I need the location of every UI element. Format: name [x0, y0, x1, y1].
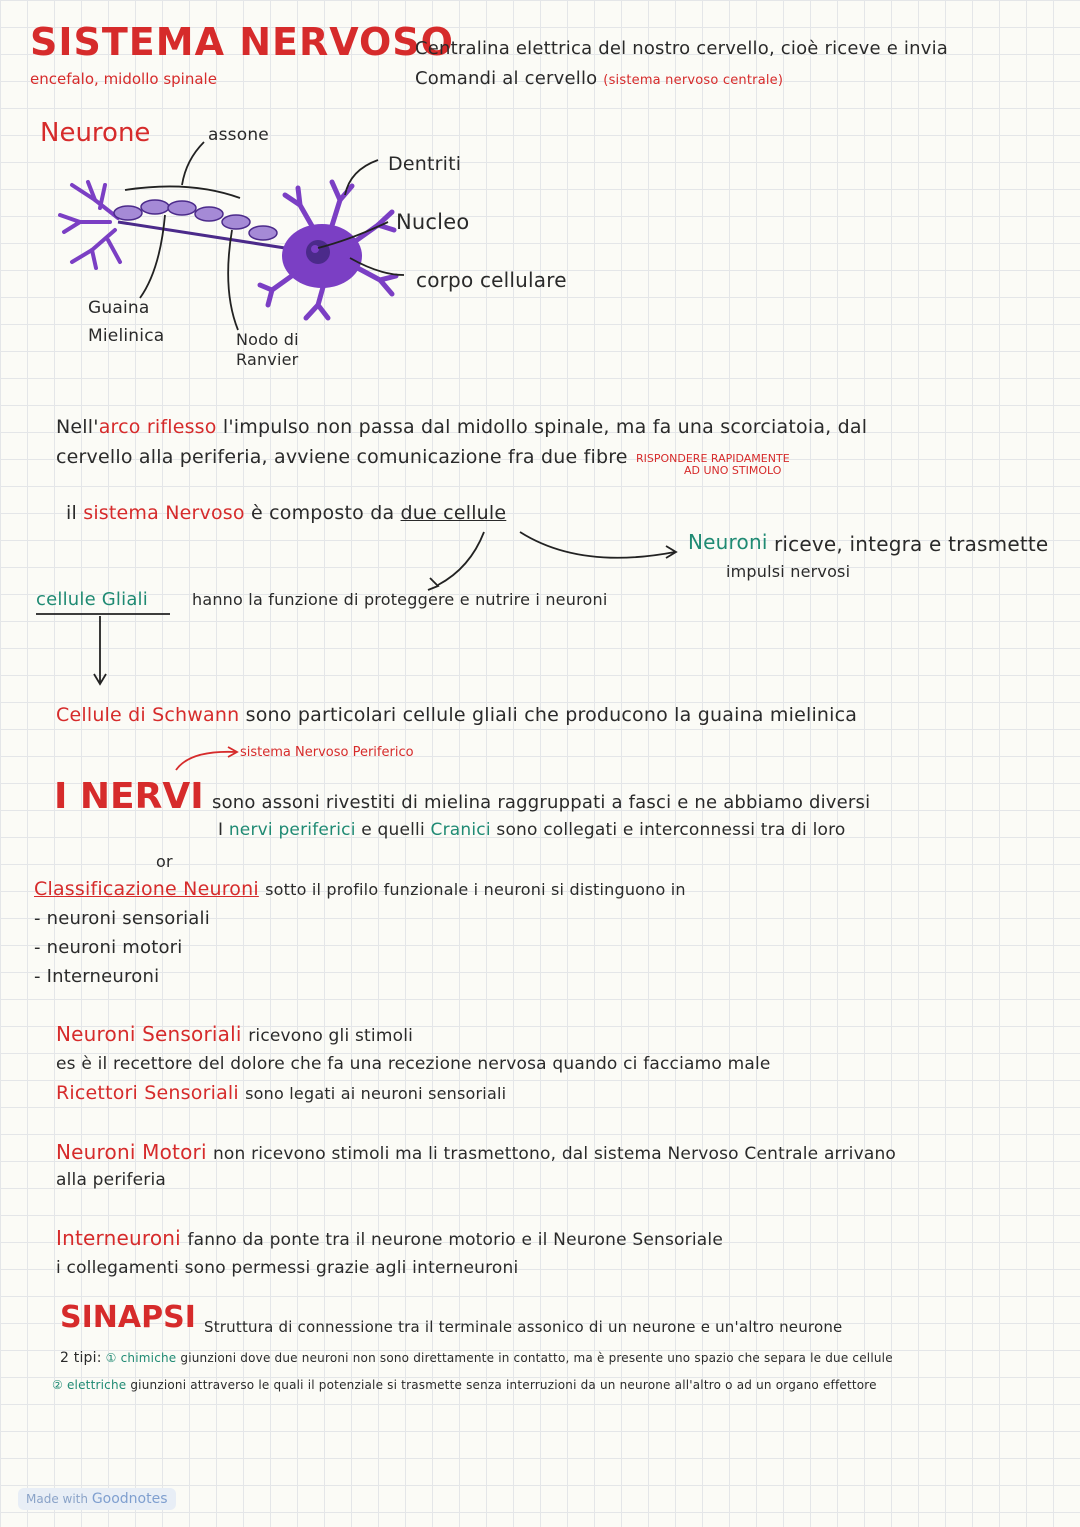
- synapse-type1: [60, 1350, 893, 1366]
- reflex-line2: cervello alla periferia, avviene comunicazione fra due fibre: [56, 446, 628, 468]
- label-guaina-2: Mielinica: [88, 326, 165, 346]
- nerves-heading: I NERVI: [54, 776, 204, 817]
- synapse-def: Struttura di connessione tra il terminale assonico di un neurone e un'altro neurone: [204, 1318, 843, 1336]
- classification-or: or: [156, 852, 173, 871]
- inter-term: Interneuroni: [56, 1226, 181, 1250]
- nerves-term-cranici: Cranici: [430, 820, 491, 840]
- nerves-note: sistema Nervoso Periferico: [240, 745, 414, 760]
- receptors-text: sono legati ai neuroni sensoriali: [245, 1084, 507, 1103]
- neuroni-text2: impulsi nervosi: [726, 562, 851, 581]
- motor-term: Neuroni Motori: [56, 1140, 207, 1164]
- classification-item-2: - neuroni motori: [34, 937, 183, 958]
- nerves-rest2: sono collegati e interconnessi tra di loro: [496, 820, 846, 840]
- cells-term: sistema Nervoso: [83, 502, 245, 524]
- reflex-term: arco riflesso: [98, 416, 217, 438]
- glial-text: hanno la funzione di proteggere e nutrire i neuroni: [192, 590, 608, 609]
- cells-underlined: due cellule: [400, 502, 507, 524]
- classification-item-1: - neuroni sensoriali: [34, 908, 210, 929]
- label-assone: assone: [208, 125, 269, 145]
- sensory-line: [56, 1022, 413, 1046]
- receptors-line: [56, 1082, 506, 1104]
- label-nodo-1: Nodo di: [236, 330, 299, 349]
- motor-line2: alla periferia: [56, 1170, 167, 1190]
- synapse-type1-text: giunzioni dove due neuroni non sono direttamente in contatto, ma è presente uno spazio che separa le due cellule: [180, 1351, 893, 1365]
- neuron-heading: Neurone: [40, 118, 151, 148]
- motor-line1: [56, 1140, 896, 1164]
- synapse-heading: SINAPSI: [60, 1300, 196, 1335]
- cells-rest: è composto da: [250, 502, 395, 524]
- synapse-type2-text: giunzioni attraverso le quali il potenziale si trasmette senza interruzioni da un neurone all'altro o ad un organo effettore: [130, 1378, 877, 1392]
- motor-text1: non ricevono stimoli ma li trasmettono, dal sistema Nervoso Centrale arrivano: [212, 1144, 897, 1164]
- receptors-term: Ricettori Sensoriali: [56, 1082, 239, 1104]
- page-subtitle: encefalo, midollo spinale: [30, 70, 217, 88]
- glial-term: cellule Gliali: [36, 589, 148, 610]
- synapse-type2-term: ② elettriche: [52, 1378, 127, 1392]
- reflex-note1: RISPONDERE RAPIDAMENTE: [636, 452, 790, 465]
- inter-line2: i collegamenti sono permessi grazie agli interneuroni: [56, 1258, 519, 1278]
- badge-brand: Goodnotes: [91, 1491, 168, 1507]
- goodnotes-badge: [18, 1488, 176, 1510]
- nerves-pre2: I: [218, 820, 224, 840]
- schwann-text: sono particolari cellule gliali che producono la guaina mielinica: [245, 704, 858, 726]
- reflex-text1: l'impulso non passa dal midollo spinale, ma fa una scorciatoia, dal: [222, 416, 868, 438]
- label-nucleo: Nucleo: [396, 210, 470, 234]
- inter-text1: fanno da ponte tra il neurone motorio e il Neurone Sensoriale: [187, 1230, 723, 1250]
- neuroni-term: Neuroni: [688, 530, 768, 554]
- nerves-line1: sono assoni rivestiti di mielina raggruppati a fasci e ne abbiamo diversi: [212, 792, 871, 813]
- synapse-types-label: 2 tipi:: [60, 1350, 102, 1366]
- nerves-term-periferici: nervi periferici: [228, 820, 356, 840]
- schwann-term: Cellule di Schwann: [56, 704, 240, 726]
- sensory-text: ricevono gli stimoli: [248, 1026, 414, 1046]
- inter-line1: [56, 1226, 723, 1250]
- label-guaina-1: Guaina: [88, 298, 150, 318]
- synapse-type2: [52, 1378, 877, 1392]
- classification-item-3: - Interneuroni: [34, 966, 160, 987]
- cells-pre: il: [66, 502, 77, 524]
- label-dendriti: Dentriti: [388, 153, 462, 175]
- page-title: SISTEMA NERVOSO: [30, 20, 454, 64]
- header-desc-line1: Centralina elettrica del nostro cervello, cioè riceve e invia: [415, 38, 949, 59]
- label-nodo-2: Ranvier: [236, 350, 299, 369]
- synapse-type1-term: ① chimiche: [105, 1351, 177, 1365]
- reflex-note2: AD UNO STIMOLO: [684, 464, 782, 477]
- label-corpo-cellulare: corpo cellulare: [416, 268, 567, 292]
- nerves-line2: [218, 820, 846, 840]
- classification-text: sotto il profilo funzionale i neuroni si distinguono in: [265, 880, 686, 899]
- classification-term: Classificazione Neuroni: [34, 878, 259, 900]
- nerves-mid2: e quelli: [361, 820, 425, 840]
- classification-line: [34, 878, 686, 900]
- sensory-term: Neuroni Sensoriali: [56, 1022, 242, 1046]
- badge-made: Made with: [26, 1492, 88, 1506]
- sensory-example: es è il recettore del dolore che fa una recezione nervosa quando ci facciamo male: [56, 1054, 771, 1074]
- neuroni-text1: riceve, integra e trasmette: [774, 532, 1049, 556]
- reflex-pre: Nell': [56, 416, 99, 438]
- header-desc-note: (sistema nervoso centrale): [603, 73, 784, 88]
- header-desc-text: Comandi al cervello: [415, 68, 598, 89]
